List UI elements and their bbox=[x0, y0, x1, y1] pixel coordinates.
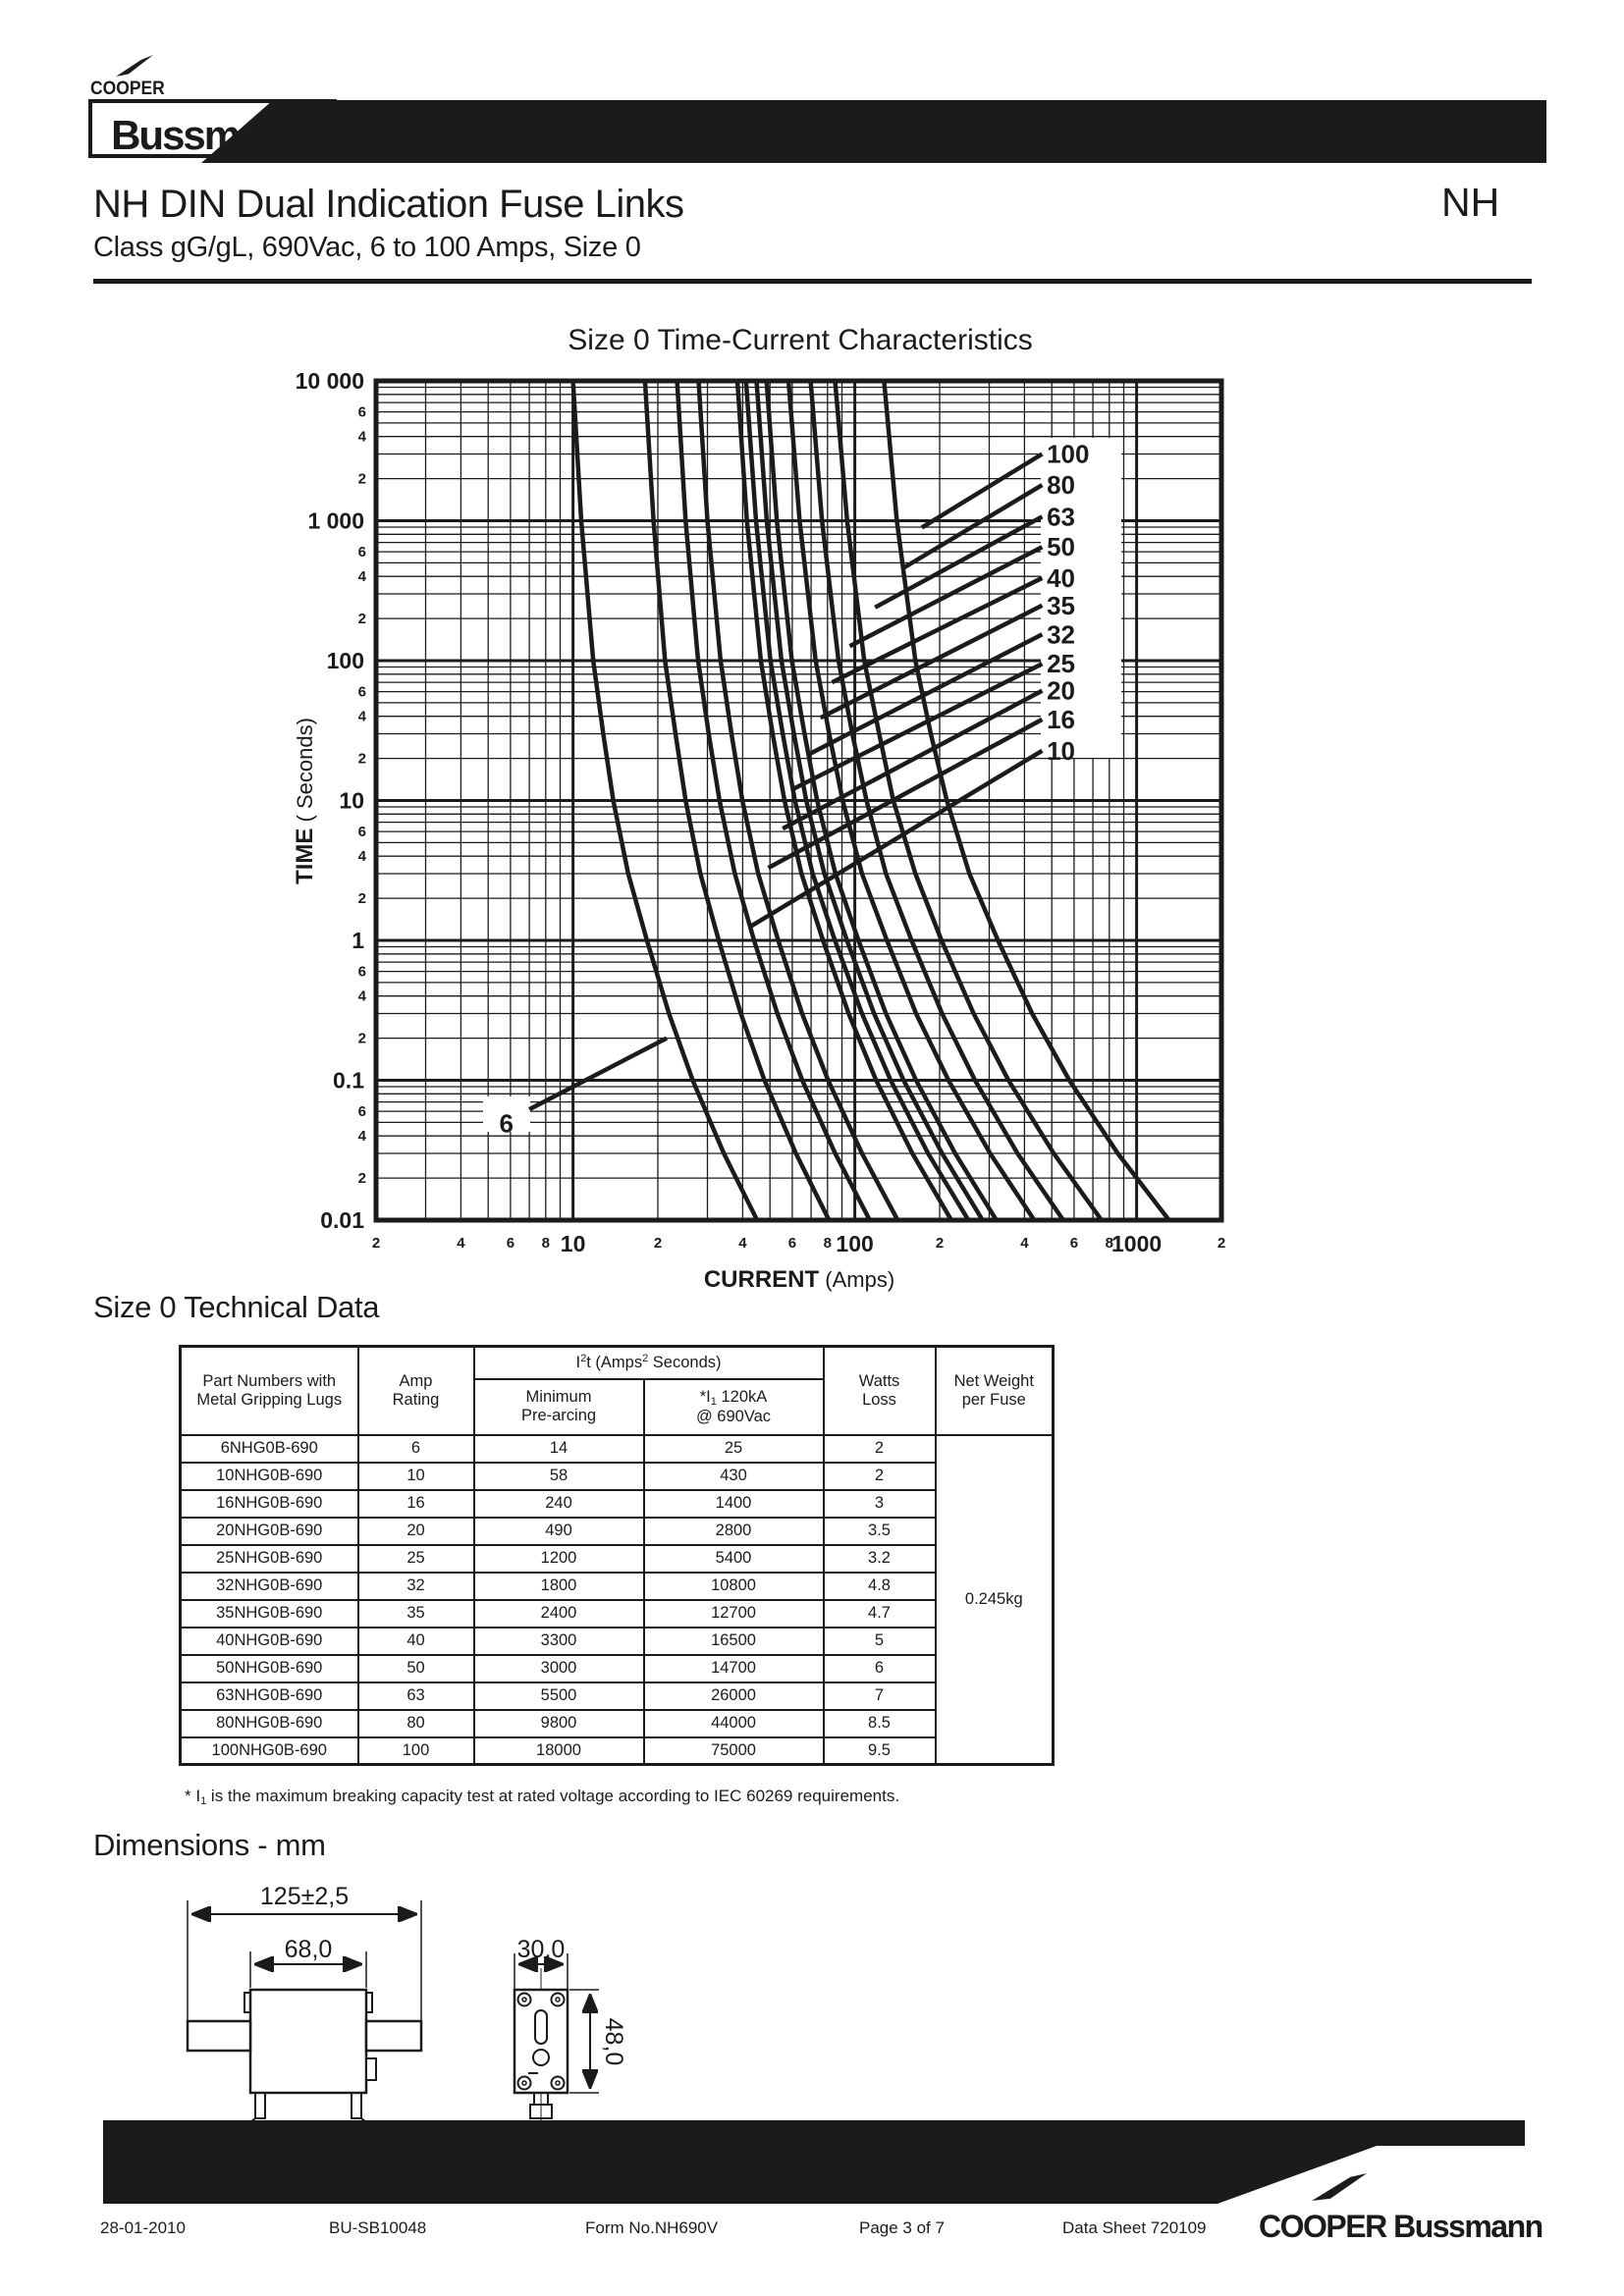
table-cell: 50 bbox=[358, 1655, 474, 1682]
table-cell: 1400 bbox=[644, 1490, 824, 1518]
table-cell: 7 bbox=[824, 1682, 936, 1710]
y-minor-tick-label: 4 bbox=[357, 1128, 366, 1146]
y-minor-tick-label: 6 bbox=[357, 963, 366, 981]
table-cell: 3000 bbox=[474, 1655, 644, 1682]
table-cell: 3.5 bbox=[824, 1518, 936, 1545]
table-cell: 2 bbox=[824, 1435, 936, 1463]
x-minor-tick-label: 2 bbox=[653, 1235, 663, 1252]
y-tick-label: 10 bbox=[339, 787, 364, 814]
table-cell: 40 bbox=[358, 1628, 474, 1655]
y-tick-label: 10 000 bbox=[295, 368, 364, 394]
dimensions-heading: Dimensions - mm bbox=[93, 1828, 326, 1862]
x-minor-tick-label: 6 bbox=[787, 1235, 797, 1252]
cooper-leaf-icon-footer bbox=[1312, 2173, 1367, 2201]
table-row bbox=[181, 1463, 1054, 1490]
table-cell: 2800 bbox=[644, 1518, 824, 1545]
x-tick-label: 1000 bbox=[1111, 1231, 1163, 1256]
page-title: NH DIN Dual Indication Fuse Links bbox=[93, 183, 684, 226]
y-minor-tick-label: 4 bbox=[357, 848, 366, 866]
tech-heading: Size 0 Technical Data bbox=[93, 1290, 380, 1324]
y-minor-tick-label: 2 bbox=[357, 611, 366, 628]
amp-label-32: 32 bbox=[1047, 619, 1076, 650]
footer-cooper-text: COOPER bbox=[1259, 2209, 1386, 2244]
col-net-weight: Net Weight per Fuse bbox=[936, 1347, 1054, 1435]
table-cell: 14700 bbox=[644, 1655, 824, 1682]
cooper-leaf-icon bbox=[116, 55, 153, 77]
cooper-wordmark: COOPER bbox=[90, 79, 165, 99]
bussmann-logo-text: Bussmann bbox=[111, 112, 306, 158]
table-cell: 100NHG0B-690 bbox=[181, 1737, 358, 1765]
table-row bbox=[181, 1655, 1054, 1682]
footer-bussmann-text: Bussmann bbox=[1385, 2209, 1543, 2244]
table-cell: 10NHG0B-690 bbox=[181, 1463, 358, 1490]
dim-label-125: 125±2,5 bbox=[259, 1883, 350, 1910]
header-banner bbox=[201, 100, 1546, 163]
table-cell: 100 bbox=[358, 1737, 474, 1765]
header-rule bbox=[93, 279, 1532, 284]
x-minor-tick-label: 4 bbox=[457, 1235, 465, 1252]
col-part-numbers: Part Numbers with Metal Gripping Lugs bbox=[181, 1347, 358, 1435]
table-cell: 25 bbox=[358, 1545, 474, 1573]
y-tick-label: 0.01 bbox=[320, 1207, 364, 1233]
x-minor-tick-label: 2 bbox=[1217, 1235, 1226, 1252]
table-row bbox=[181, 1710, 1054, 1737]
table-cell: 32NHG0B-690 bbox=[181, 1573, 358, 1600]
amp-label-50: 50 bbox=[1047, 532, 1076, 562]
table-row bbox=[181, 1490, 1054, 1518]
table-row bbox=[181, 1628, 1054, 1655]
table-cell: 14 bbox=[474, 1435, 644, 1463]
table-cell: 40NHG0B-690 bbox=[181, 1628, 358, 1655]
table-cell: 20 bbox=[358, 1518, 474, 1545]
dim-label-30: 30,0 bbox=[516, 1936, 566, 1963]
table-cell: 9800 bbox=[474, 1710, 644, 1737]
y-minor-tick-label: 4 bbox=[357, 988, 366, 1005]
table-cell: 10800 bbox=[644, 1573, 824, 1600]
footer-page: Page 3 of 7 bbox=[859, 2218, 945, 2237]
table-cell: 3 bbox=[824, 1490, 936, 1518]
y-tick-label: 100 bbox=[326, 648, 364, 673]
x-minor-tick-label: 6 bbox=[1069, 1235, 1079, 1252]
y-minor-tick-label: 2 bbox=[357, 750, 366, 768]
amp-label-10: 10 bbox=[1047, 735, 1076, 766]
table-cell: 8.5 bbox=[824, 1710, 936, 1737]
amp-label-25: 25 bbox=[1047, 649, 1076, 679]
y-minor-tick-label: 4 bbox=[357, 708, 366, 725]
y-axis-title: TIME ( Seconds) bbox=[292, 718, 318, 884]
table-row bbox=[181, 1435, 1054, 1463]
table-cell: 63NHG0B-690 bbox=[181, 1682, 358, 1710]
footer-date: 28-01-2010 bbox=[100, 2218, 186, 2237]
y-minor-tick-label: 2 bbox=[357, 1030, 366, 1047]
table-cell: 50NHG0B-690 bbox=[181, 1655, 358, 1682]
table-cell: 6 bbox=[358, 1435, 474, 1463]
col-min-prearcing: Minimum Pre-arcing bbox=[474, 1379, 644, 1435]
y-minor-tick-label: 2 bbox=[357, 890, 366, 908]
table-cell: 35 bbox=[358, 1600, 474, 1628]
amp-label-63: 63 bbox=[1047, 502, 1076, 532]
table-cell: 12700 bbox=[644, 1600, 824, 1628]
table-cell: 1200 bbox=[474, 1545, 644, 1573]
amp-label-40: 40 bbox=[1047, 562, 1076, 593]
x-minor-tick-label: 4 bbox=[738, 1235, 747, 1252]
front-view-drawing bbox=[188, 1900, 421, 2126]
y-tick-label: 1 000 bbox=[307, 507, 364, 534]
col-watts-loss: Watts Loss bbox=[824, 1347, 936, 1435]
table-cell: 4.7 bbox=[824, 1600, 936, 1628]
table-row bbox=[181, 1545, 1054, 1573]
table-cell: 3.2 bbox=[824, 1545, 936, 1573]
corner-tag: NH bbox=[1441, 180, 1500, 225]
footer-form: Form No.NH690V bbox=[585, 2218, 719, 2237]
amp-label-16: 16 bbox=[1047, 704, 1076, 734]
table-cell: 80NHG0B-690 bbox=[181, 1710, 358, 1737]
x-minor-tick-label: 2 bbox=[935, 1235, 945, 1252]
table-cell: 25NHG0B-690 bbox=[181, 1545, 358, 1573]
table-cell: 58 bbox=[474, 1463, 644, 1490]
table-cell: 5 bbox=[824, 1628, 936, 1655]
amp-label-35: 35 bbox=[1047, 590, 1076, 620]
table-cell: 6NHG0B-690 bbox=[181, 1435, 358, 1463]
y-minor-tick-label: 6 bbox=[357, 403, 366, 421]
table-row bbox=[181, 1518, 1054, 1545]
amp-label-6: 6 bbox=[499, 1108, 514, 1139]
x-tick-label: 10 bbox=[560, 1231, 586, 1256]
x-minor-tick-label: 8 bbox=[541, 1235, 550, 1252]
x-axis-title: CURRENT (Amps) bbox=[703, 1266, 895, 1293]
table-cell: 1800 bbox=[474, 1573, 644, 1600]
dim-label-68: 68,0 bbox=[284, 1936, 333, 1963]
table-cell: 75000 bbox=[644, 1737, 824, 1765]
footer-sheet: Data Sheet 720109 bbox=[1062, 2218, 1207, 2237]
table-cell: 5500 bbox=[474, 1682, 644, 1710]
y-minor-tick-label: 6 bbox=[357, 683, 366, 701]
table-cell: 430 bbox=[644, 1463, 824, 1490]
col-i1-120ka: $*I_1$ 120kA @ 690Vac bbox=[644, 1379, 824, 1435]
chart-title: Size 0 Time-Current Characteristics bbox=[568, 324, 1033, 356]
table-cell: 5400 bbox=[644, 1545, 824, 1573]
x-minor-tick-label: 2 bbox=[371, 1235, 381, 1252]
y-minor-tick-label: 4 bbox=[357, 568, 366, 586]
table-cell: 44000 bbox=[644, 1710, 824, 1737]
cooper-bussmann-logo bbox=[1259, 2209, 1543, 2245]
table-row bbox=[181, 1600, 1054, 1628]
table-cell: 3300 bbox=[474, 1628, 644, 1655]
x-minor-tick-label: 8 bbox=[1105, 1235, 1113, 1252]
dim-label-48: 48,0 bbox=[600, 2017, 627, 2066]
y-minor-tick-label: 6 bbox=[357, 1103, 366, 1121]
y-minor-tick-label: 6 bbox=[357, 544, 366, 561]
table-cell: 4.8 bbox=[824, 1573, 936, 1600]
x-minor-tick-label: 8 bbox=[823, 1235, 832, 1252]
table-cell: 16500 bbox=[644, 1628, 824, 1655]
side-view-drawing bbox=[514, 1953, 599, 2132]
page-subtitle: Class gG/gL, 690Vac, 6 to 100 Amps, Size 0 bbox=[93, 232, 641, 263]
table-cell: 2400 bbox=[474, 1600, 644, 1628]
col-i2t-group: $I^2t$ (Amps$^2$ Seconds) bbox=[474, 1347, 824, 1379]
table-cell: 490 bbox=[474, 1518, 644, 1545]
table-cell: 63 bbox=[358, 1682, 474, 1710]
table-cell: 2 bbox=[824, 1463, 936, 1490]
col-amp-rating: Amp Rating bbox=[358, 1347, 474, 1435]
dimension-drawings bbox=[137, 1865, 687, 2150]
table-row bbox=[181, 1737, 1054, 1765]
table-row bbox=[181, 1573, 1054, 1600]
time-current-chart bbox=[59, 344, 1326, 1315]
table-row bbox=[181, 1682, 1054, 1710]
y-minor-tick-label: 4 bbox=[357, 428, 366, 446]
table-cell: 240 bbox=[474, 1490, 644, 1518]
table-cell: 32 bbox=[358, 1573, 474, 1600]
table-cell: 26000 bbox=[644, 1682, 824, 1710]
table-cell: 16NHG0B-690 bbox=[181, 1490, 358, 1518]
x-minor-tick-label: 4 bbox=[1020, 1235, 1029, 1252]
x-minor-tick-label: 6 bbox=[506, 1235, 515, 1252]
y-minor-tick-label: 6 bbox=[357, 824, 366, 841]
y-minor-tick-label: 2 bbox=[357, 470, 366, 488]
bussmann-logo bbox=[88, 99, 337, 158]
table-cell: 80 bbox=[358, 1710, 474, 1737]
tech-table bbox=[179, 1345, 1055, 1766]
table-cell: 16 bbox=[358, 1490, 474, 1518]
amp-label-20: 20 bbox=[1047, 675, 1076, 706]
x-tick-label: 100 bbox=[836, 1231, 874, 1256]
footer-banner bbox=[103, 2120, 1525, 2204]
table-cell: 35NHG0B-690 bbox=[181, 1600, 358, 1628]
y-tick-label: 0.1 bbox=[333, 1067, 364, 1094]
y-minor-tick-label: 2 bbox=[357, 1170, 366, 1188]
net-weight-cell: 0.245kg bbox=[936, 1435, 1054, 1765]
table-footnote: * $I_1$ is the maximum breaking capacity test at rated voltage according to IEC 60269 requirements. bbox=[185, 1787, 900, 1807]
table-cell: 6 bbox=[824, 1655, 936, 1682]
table-cell: 9.5 bbox=[824, 1737, 936, 1765]
y-tick-label: 1 bbox=[352, 928, 364, 953]
table-cell: 10 bbox=[358, 1463, 474, 1490]
registered-mark: ® bbox=[305, 123, 314, 134]
table-cell: 18000 bbox=[474, 1737, 644, 1765]
table-cell: 20NHG0B-690 bbox=[181, 1518, 358, 1545]
amp-label-80: 80 bbox=[1047, 470, 1076, 501]
table-cell: 25 bbox=[644, 1435, 824, 1463]
amp-label-100: 100 bbox=[1047, 439, 1090, 469]
footer-doc: BU-SB10048 bbox=[329, 2218, 427, 2237]
